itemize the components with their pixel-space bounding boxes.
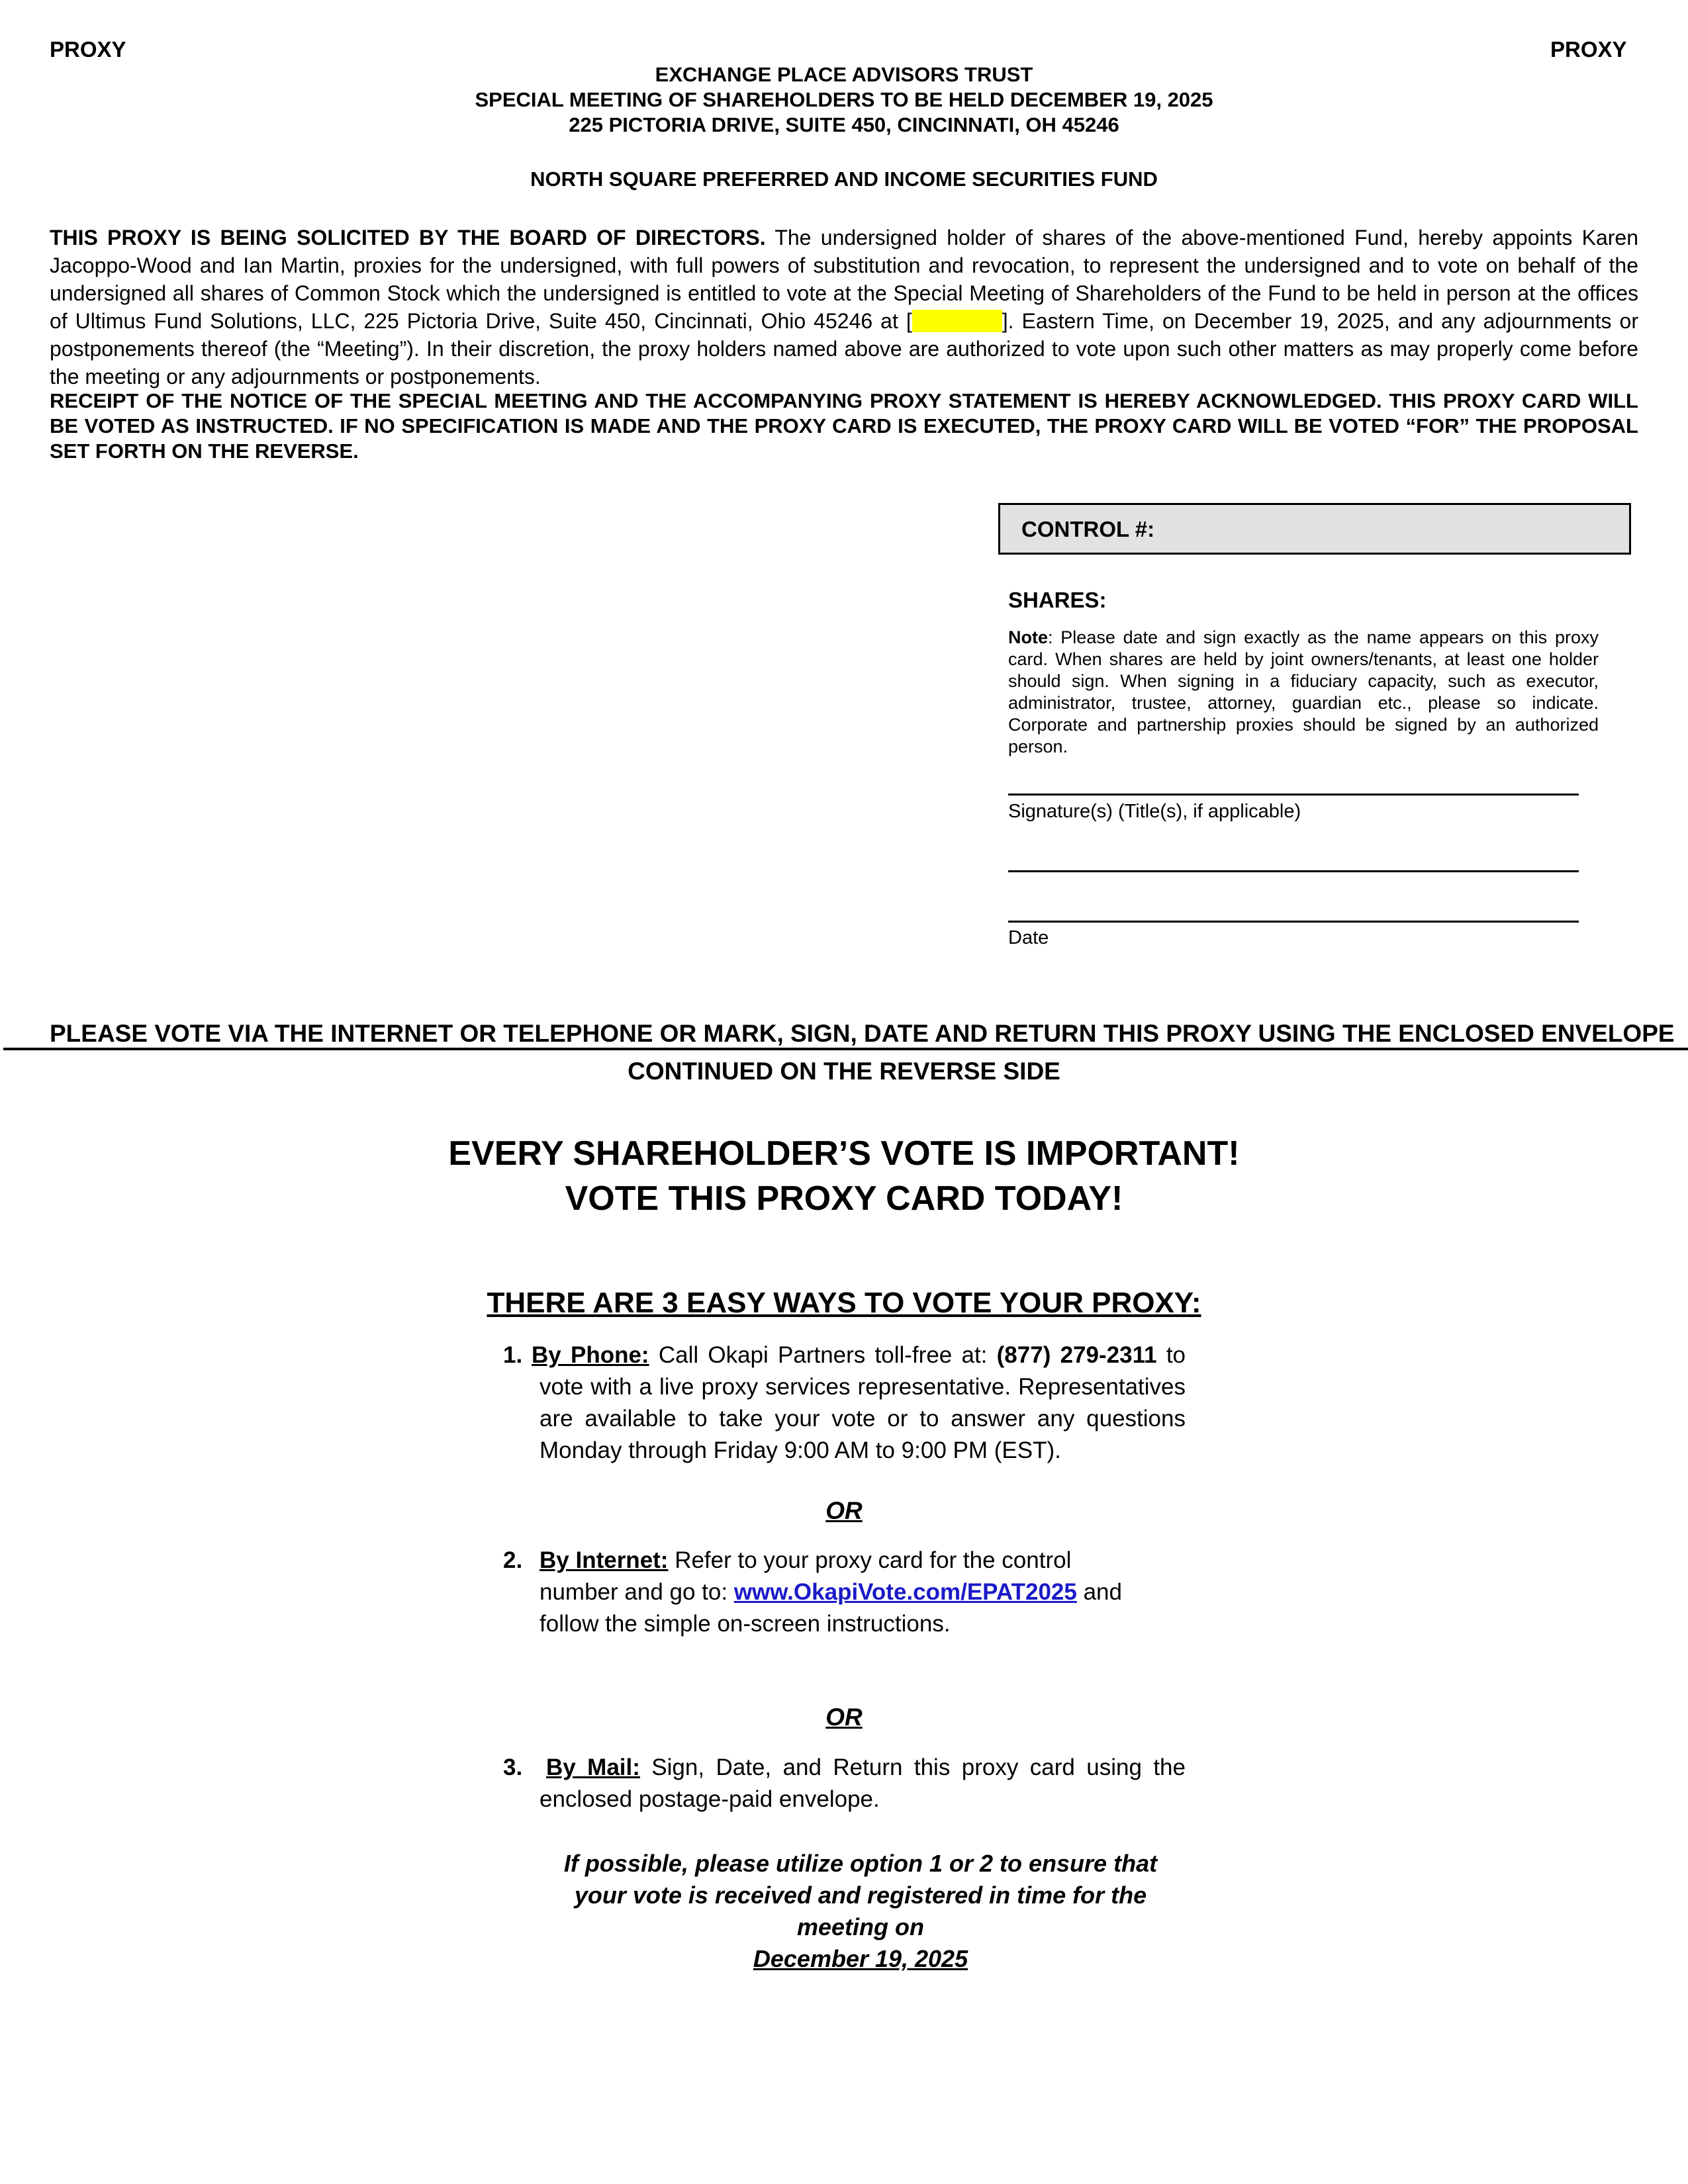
note-label: Note (1008, 627, 1048, 647)
phone-number-index: 1. (503, 1342, 523, 1368)
phone-number[interactable]: (877) 279-2311 (996, 1342, 1157, 1368)
bracket-close: ] (1002, 309, 1008, 333)
perforation-line (3, 1048, 1688, 1050)
signature-line-2[interactable] (1008, 870, 1579, 872)
ways-title: THERE ARE 3 EASY WAYS TO VOTE YOUR PROXY: (487, 1287, 1201, 1319)
signature-line[interactable] (1008, 794, 1579, 796)
signing-note (1008, 627, 1599, 758)
or-divider-1: OR (825, 1497, 863, 1524)
mail-option (539, 1752, 1186, 1815)
vote-instructions: PLEASE VOTE VIA THE INTERNET OR TELEPHONE OR MARK, SIGN, DATE AND RETURN THIS PROXY USING THE ENCLOSED ENVELOPE (50, 1020, 1675, 1047)
phone-text-b: to vote with a live proxy services representative. Representatives are available to take your vote or to answer any questions Monday through Friday 9:00 AM to 9:00 PM (EST). (539, 1342, 1186, 1463)
phone-text-a: Call Okapi Partners toll-free at: (649, 1342, 997, 1368)
bracket-open: [ (906, 309, 912, 333)
headline-vote-important: EVERY SHAREHOLDER’S VOTE IS IMPORTANT! (448, 1134, 1240, 1173)
meeting-title: SPECIAL MEETING OF SHAREHOLDERS TO BE HELD DECEMBER 19, 2025 (475, 88, 1213, 111)
solicitation-text-1: The undersigned holder of shares of the above-mentioned Fund, hereby appoints Karen Jacoppo-Wood and Ian Martin, proxies for the undersigned, with full powers of substitution and revocation, to represent the undersigned and to vote on behalf of the undersigned all shares of Common Stock which the undersigned is entitled to vote at the Special Meeting of Shareholders of the Fund to be held in person at the offices of Ultimus Fund Solutions, LLC, 225 Pictoria Drive, Suite 450, Cincinnati, Ohio 45246 at (50, 226, 1639, 333)
control-number-label: CONTROL #: (1021, 517, 1155, 541)
solicitation-paragraph (50, 224, 1638, 390)
fund-name: NORTH SQUARE PREFERRED AND INCOME SECURITIES FUND (530, 167, 1158, 191)
signature-label: Signature(s) (Title(s), if applicable) (1008, 801, 1301, 822)
control-number-box (998, 503, 1631, 555)
internet-option (539, 1545, 1155, 1640)
receipt-paragraph: RECEIPT OF THE NOTICE OF THE SPECIAL MEETING AND THE ACCOMPANYING PROXY STATEMENT IS HEREBY ACKNOWLEDGED. THIS PROXY CARD WILL BE VOTED AS INSTRUCTED. IF NO SPECIFICATION IS MADE AND THE PROXY CARD IS EXECUTED, THE PROXY CARD WILL BE VOTED “FOR” THE PROPOSAL SET FORTH ON THE REVERSE. (50, 389, 1638, 463)
headline-vote-today: VOTE THIS PROXY CARD TODAY! (565, 1179, 1123, 1218)
solicitation-text-2: . Eastern Time, on December 19, 2025, and any adjournments or postponements thereof (the “Meeting”). In their discretion, the proxy holders named above are authorized to vote upon such other matters as may properly come before the meeting or any adjournments or postponements. (50, 309, 1639, 388)
mail-text: Sign, Date, and Return this proxy card using the enclosed postage-paid envelope. (539, 1754, 1186, 1812)
or-divider-2: OR (825, 1704, 863, 1731)
internet-text-a: Refer to your proxy card for the control number and go to: (539, 1547, 1072, 1605)
mail-number-index: 3. (503, 1754, 523, 1780)
vote-url-link[interactable]: www.OkapiVote.com/EPAT2025 (733, 1579, 1077, 1605)
meeting-address: 225 PICTORIA DRIVE, SUITE 450, CINCINNATI, OH 45246 (569, 113, 1119, 136)
shares-label: SHARES: (1008, 588, 1107, 612)
date-line[interactable] (1008, 921, 1579, 923)
phone-label: By Phone: (532, 1342, 649, 1368)
proxy-label-left: PROXY (50, 37, 126, 62)
closing-date: December 19, 2025 (753, 1945, 968, 1972)
proxy-label-right: PROXY (1550, 37, 1627, 62)
internet-label: By Internet: (539, 1547, 669, 1573)
date-label: Date (1008, 927, 1049, 948)
continued-reverse: CONTINUED ON THE REVERSE SIDE (628, 1058, 1060, 1085)
trust-name: EXCHANGE PLACE ADVISORS TRUST (655, 63, 1033, 86)
phone-option (532, 1340, 1186, 1467)
note-text: : Please date and sign exactly as the name appears on this proxy card. When shares are held by joint owners/tenants, at least one holder should sign. When signing in a fiduciary capacity, such as executor, administrator, trustee, attorney, guardian etc., please so indicate. Corporate and partnership proxies should be signed by an authorized person. (1008, 627, 1599, 756)
solicitation-lead: THIS PROXY IS BEING SOLICITED BY THE BOARD OF DIRECTORS. (50, 226, 766, 250)
closing-note (543, 1848, 1178, 1975)
meeting-time-highlight (912, 310, 1002, 332)
internet-text-b: and follow the simple on-screen instructions. (539, 1579, 1122, 1637)
mail-label: By Mail: (546, 1754, 640, 1780)
internet-number-index: 2. (503, 1547, 523, 1573)
closing-text: If possible, please utilize option 1 or 2 to ensure that your vote is received and registered in time for the meeting on (563, 1850, 1158, 1940)
